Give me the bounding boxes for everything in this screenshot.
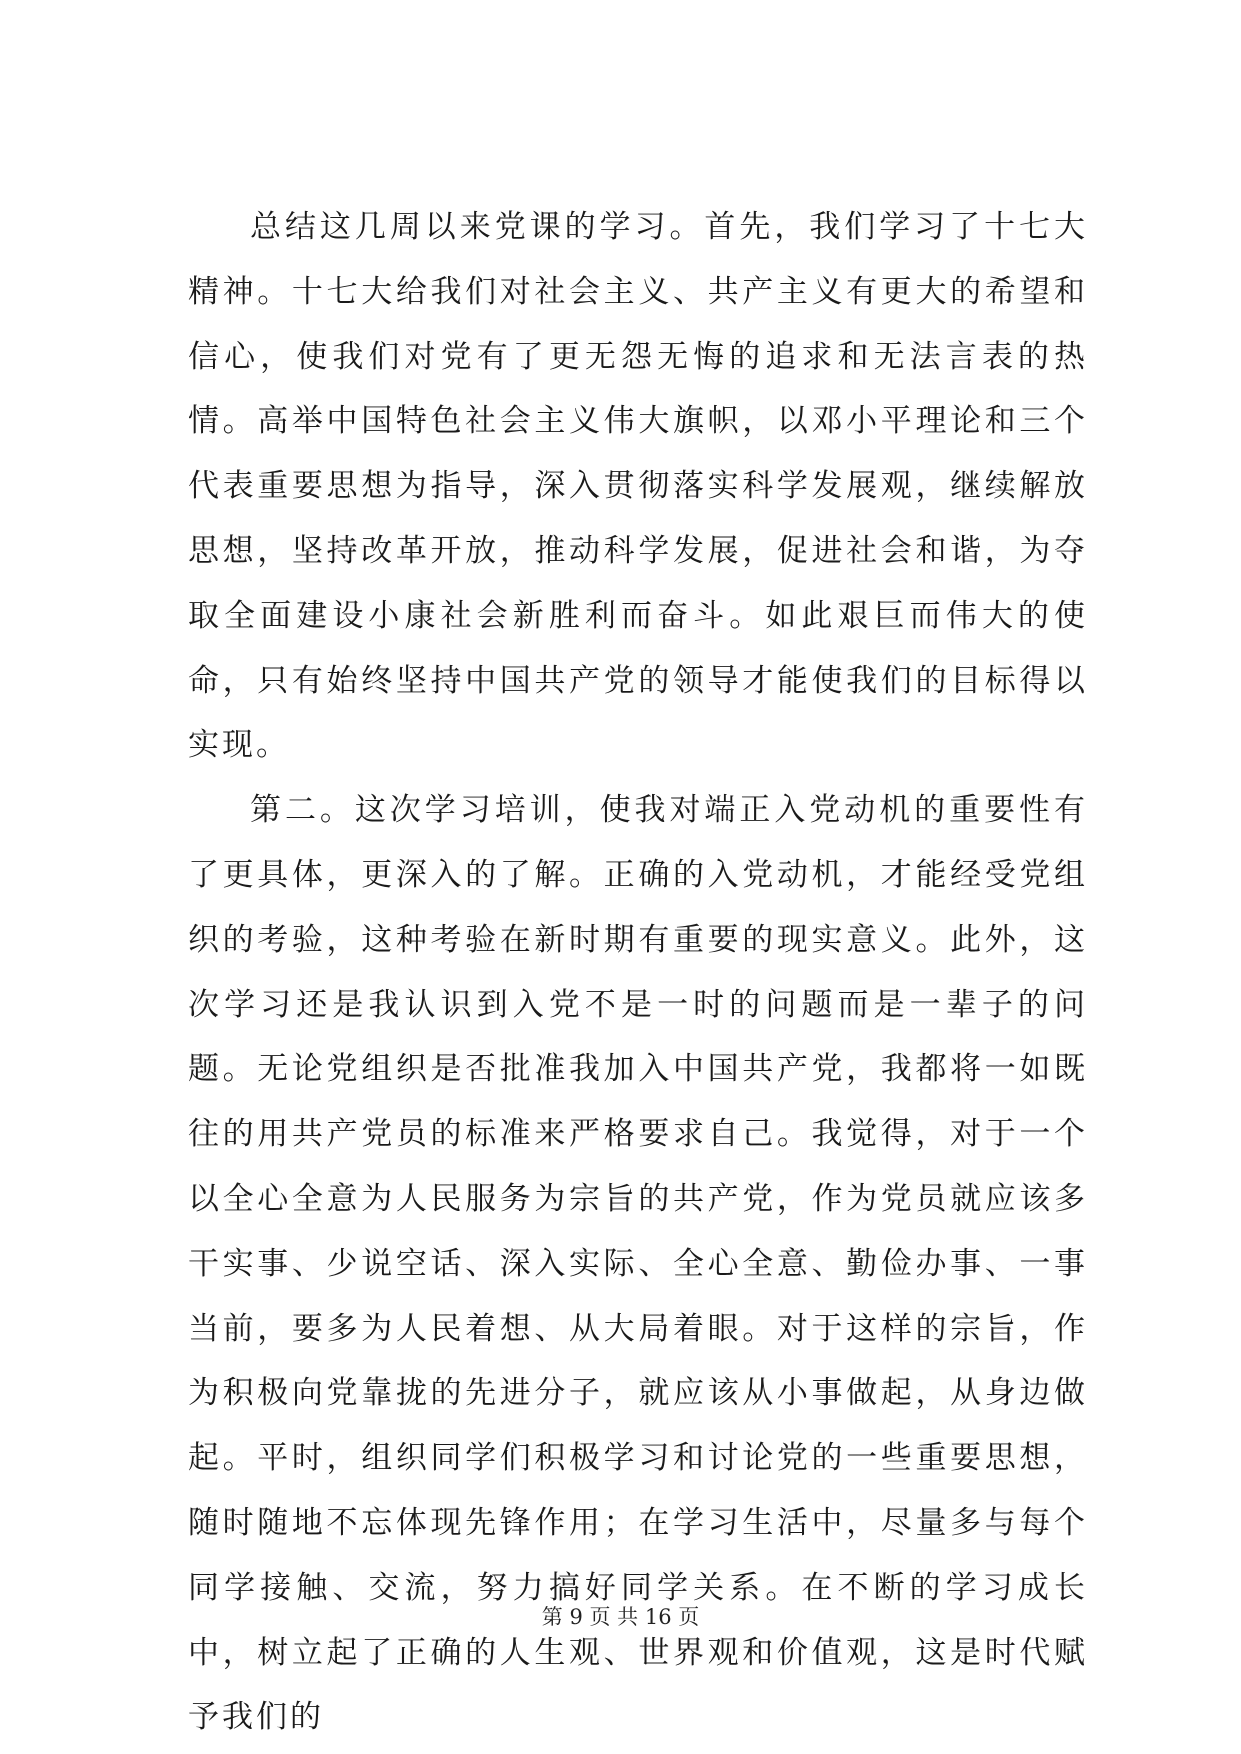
document-body — [188, 195, 1088, 1750]
paragraph-1: 总结这几周以来党课的学习。首先，我们学习了十七大精神。十七大给我们对社会主义、共产主义有更大的希望和信心，使我们对党有了更无怨无悔的追求和无法言表的热情。高举中国特色社会主义伟大旗帜，以邓小平理论和三个代表重要思想为指导，深入贯彻落实科学发展观，继续解放思想，坚持改革开放，推动科学发展，促进社会和谐，为夺取全面建设小康社会新胜利而奋斗。如此艰巨而伟大的使命，只有始终坚持中国共产党的领导才能使我们的目标得以实现。 — [188, 209, 1088, 764]
paragraph-2: 第二。这次学习培训，使我对端正入党动机的重要性有了更具体，更深入的了解。正确的入党动机，才能经受党组织的考验，这种考验在新时期有重要的现实意义。此外，这次学习还是我认识到入党不是一时的问题而是一辈子的问题。无论党组织是否批准我加入中国共产党，我都将一如既往的用共产党员的标准来严格要求自己。我觉得，对于一个以全心全意为人民服务为宗旨的共产党，作为党员就应该多干实事、少说空话、深入实际、全心全意、勤俭办事、一事当前，要多为人民着想、从大局着眼。对于这样的宗旨，作为积极向党靠拢的先进分子，就应该从小事做起，从身边做起。平时，组织同学们积极学习和讨论党的一些重要思想，随时随地不忘体现先锋作用；在学习生活中，尽量多与每个同学接触、交流，努力搞好同学关系。在不断的学习成长中，树立起了正确的人生观、世界观和价值观，这是时代赋予我们的 — [188, 792, 1088, 1736]
page-number-footer: 第 9 页 共 16 页 — [541, 1605, 700, 1629]
